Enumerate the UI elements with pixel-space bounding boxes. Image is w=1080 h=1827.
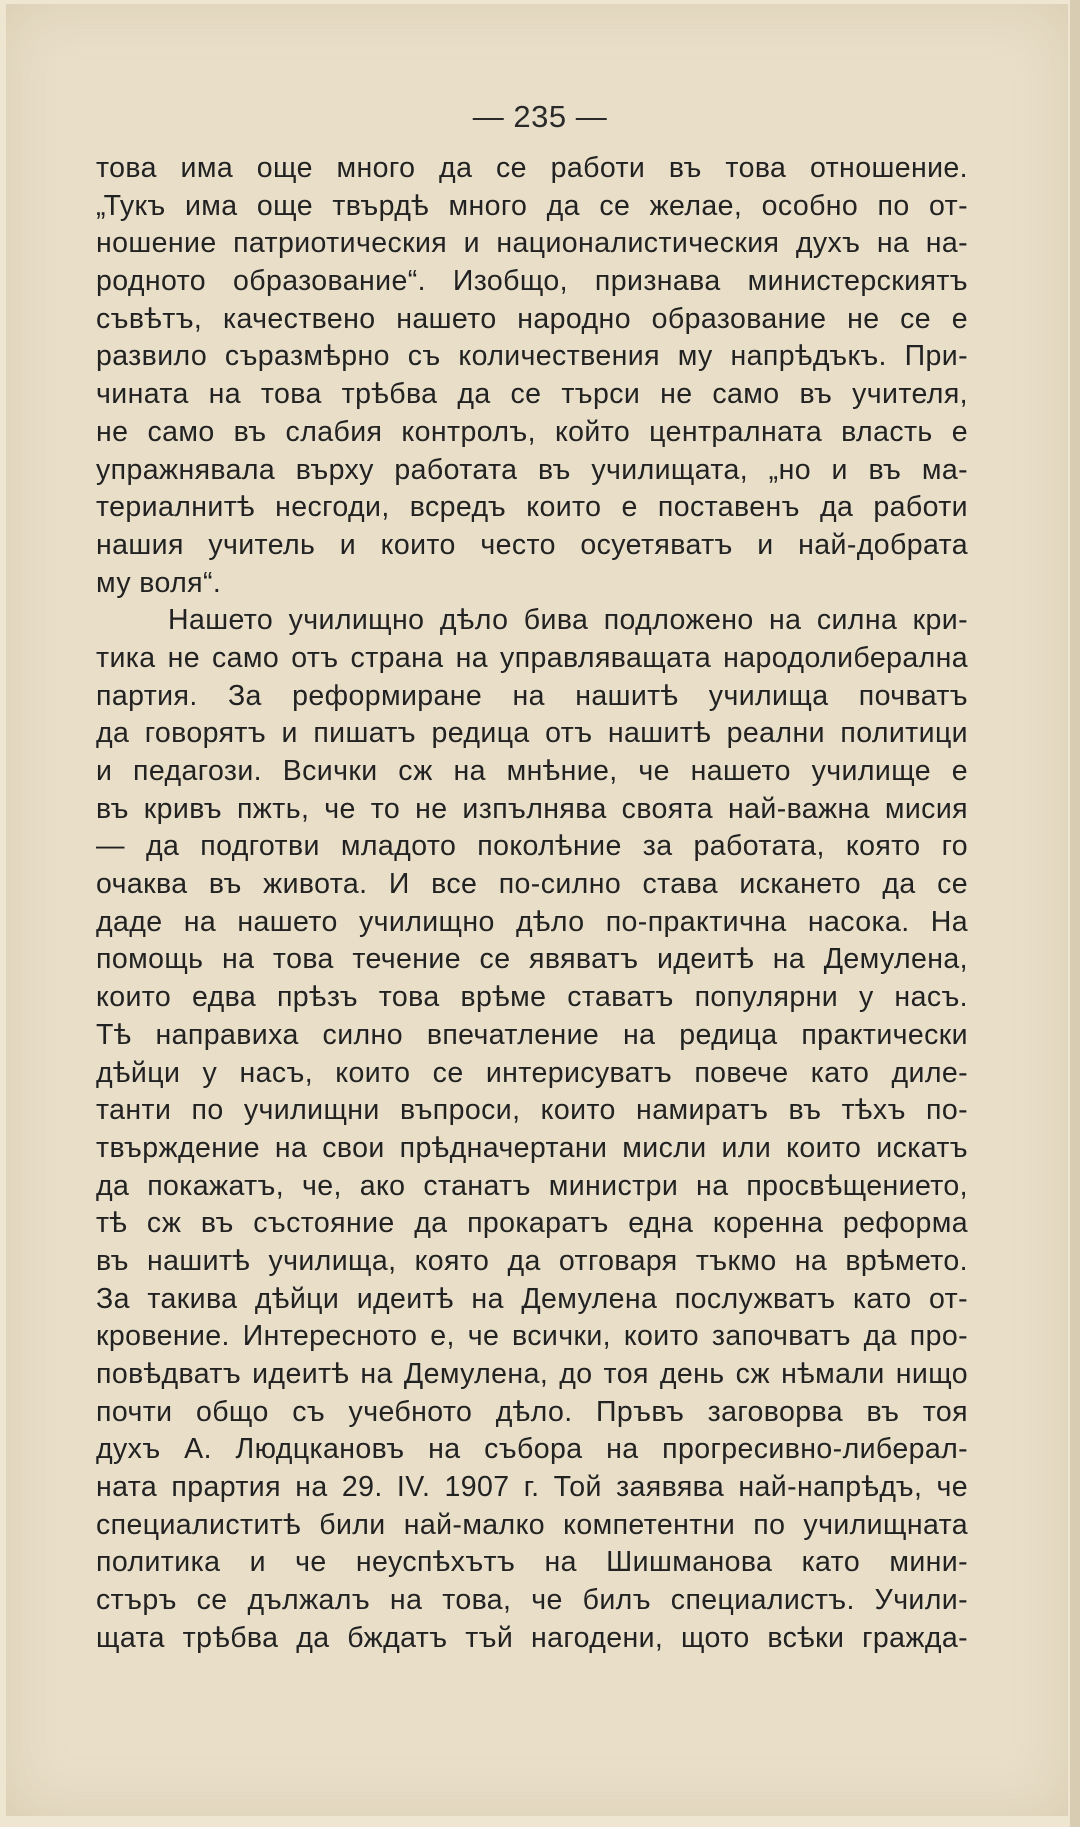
text-line: дѣйци у насъ, които се интерисуватъ повече като диле- xyxy=(96,1056,968,1089)
text-line: това има още много да се работи въ това отношение. xyxy=(96,152,968,184)
text-line: За такива дѣйци идеитѣ на Демулена послужватъ като от- xyxy=(96,1282,968,1315)
text-line: твърждение на свои прѣдначертани мисли или които искатъ xyxy=(96,1131,968,1164)
text-line: въ кривъ пжть, че то не изпълнява своята най-важна мисия xyxy=(96,792,968,825)
text-line: „Тукъ има още твърдѣ много да се желае, особно по от- xyxy=(96,189,968,222)
text-line: повѣдватъ идеитѣ на Демулена, до тоя день сж нѣмали нищо xyxy=(96,1358,968,1390)
text-line: кровение. Интересното е, че всички, които започватъ да про- xyxy=(96,1320,968,1353)
text-line: да говорятъ и пишатъ редица отъ нашитѣ реални политици xyxy=(96,717,968,750)
text-line: стъръ се дължалъ на това, че билъ специалистъ. Учили- xyxy=(96,1584,968,1617)
paragraph-start-line: Нашето училищно дѣло бива подложено на силна кри- xyxy=(168,604,968,637)
text-line: очаква въ живота. И все по-силно става искането да се xyxy=(96,868,968,901)
text-line: даде на нашето училищно дѣло по-практична насока. На xyxy=(96,905,968,938)
text-line: чината на това трѣбва да се търси не само въ учителя, xyxy=(96,378,968,411)
text-line: танти по училищни въпроси, които намиратъ въ тѣхъ по- xyxy=(96,1094,968,1127)
text-line: териалнитѣ несгоди, всредъ които е поставенъ да работи xyxy=(96,491,968,524)
text-line: не само въ слабия контролъ, който централната власть е xyxy=(96,415,968,448)
text-line: родното образование“. Изобщо, признава министерскиятъ xyxy=(96,265,968,298)
text-line: почти общо съ учебното дѣло. Пръвъ заговорва въ тоя xyxy=(96,1395,968,1428)
text-line: помощь на това течение се явяватъ идеитѣ на Демулена, xyxy=(96,943,968,976)
body-text xyxy=(96,150,968,1658)
text-line: и педагози. Всички сж на мнѣние, че нашето училище е xyxy=(96,755,968,787)
text-line: духъ А. Людцкановъ на събора на прогресивно-либерал- xyxy=(96,1433,968,1466)
text-line: партия. За реформиране на нашитѣ училища почватъ xyxy=(96,679,968,712)
text-line: тѣ сж въ състояние да прокаратъ една коренна реформа xyxy=(96,1207,968,1240)
text-line: Тѣ направиха силно впечатление на редица практически xyxy=(96,1018,968,1051)
text-line: съвѣтъ, качествено нашето народно образование не се е xyxy=(96,302,968,335)
text-line: специалиститѣ били най-малко компетентни по училищната xyxy=(96,1508,968,1541)
text-line: тика не само отъ страна на управляващата народолиберална xyxy=(96,641,968,674)
text-line: му воля“. xyxy=(96,566,222,599)
page-edge xyxy=(1070,0,1080,1827)
text-line: ношение патриотическия и националистическия духъ на на- xyxy=(96,227,968,260)
text-line: да покажатъ, че, ако станатъ министри на просвѣщението, xyxy=(96,1169,968,1202)
page-number: — 235 — xyxy=(472,99,608,134)
text-line: въ нашитѣ училища, която да отговаря тъкмо на врѣмето. xyxy=(96,1244,968,1277)
text-line: — да подготви младото поколѣние за работата, която го xyxy=(96,830,968,863)
text-line: нашия учитель и които често осуетяватъ и най-добрата xyxy=(96,528,968,561)
text-line: щата трѣбва да бждатъ тъй нагодени, щото всѣки гражда- xyxy=(96,1621,968,1654)
text-line: развило съразмѣрно съ количествения му напрѣдъкъ. При- xyxy=(96,340,968,373)
text-line: ната прартия на 29. IV. 1907 г. Той заявява най-напрѣдъ, че xyxy=(96,1471,968,1504)
text-line: упражнявала върху работата въ училищата, „но и въ ма- xyxy=(96,453,968,486)
text-line: които едва прѣзъ това врѣме ставатъ популярни у насъ. xyxy=(96,981,968,1014)
text-line: политика и че неуспѣхътъ на Шишманова като мини- xyxy=(96,1546,968,1579)
